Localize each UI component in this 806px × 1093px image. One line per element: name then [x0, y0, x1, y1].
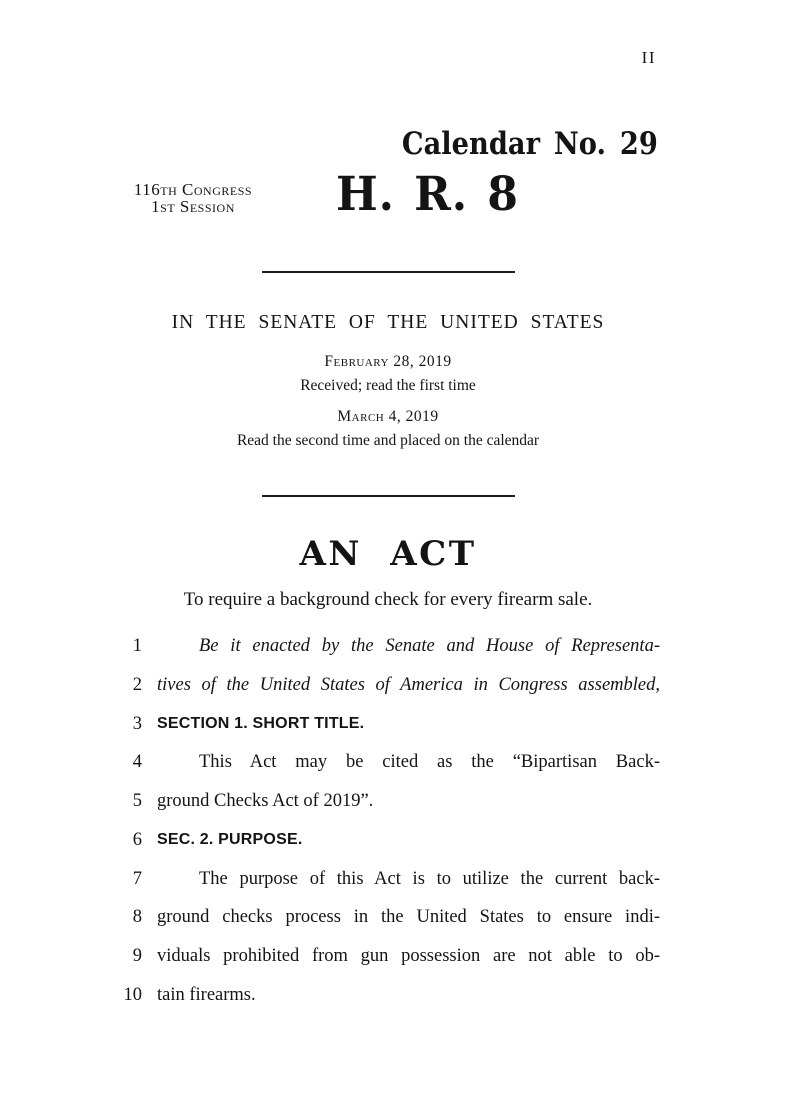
congress-line: 116th Congress — [133, 180, 253, 199]
divider-rule-top — [262, 271, 515, 273]
bill-line — [118, 627, 660, 666]
line-number: 2 — [132, 674, 142, 695]
line-text: viduals prohibited from gun possession are not able to ob- — [157, 946, 660, 966]
line-text: SECTION 1. SHORT TITLE. — [157, 714, 365, 732]
line-number: 1 — [132, 636, 142, 656]
divider-rule-bottom — [262, 495, 515, 497]
bill-line — [118, 782, 660, 821]
calendar-number: Calendar No. 29 — [402, 126, 658, 162]
action-date-1: February 28, 2019 — [324, 353, 452, 370]
action-date-2: March 4, 2019 — [337, 408, 439, 425]
bill-line — [118, 898, 660, 937]
line-text: The purpose of this Act is to utilize the current back- — [199, 868, 660, 889]
line-text: tives of the United States of America in Congress assembled, — [157, 674, 660, 695]
line-text: ground Checks Act of 2019”. — [157, 791, 374, 811]
long-title: To require a background check for every firearm sale. — [183, 589, 593, 610]
act-heading: AN ACT — [299, 534, 477, 574]
session-line: 1st Session — [151, 197, 235, 216]
line-number: 7 — [132, 868, 142, 889]
bill-line — [118, 666, 660, 705]
bill-number: H. R. 8 — [336, 167, 519, 222]
line-number: 10 — [123, 984, 142, 1005]
line-number: 8 — [132, 907, 142, 928]
line-text: This Act may be cited as the “Bipartisan Back- — [199, 752, 660, 773]
line-number: 3 — [132, 713, 142, 734]
line-number: 4 — [132, 752, 142, 773]
line-number: 6 — [132, 829, 142, 850]
bill-line — [118, 821, 660, 860]
congress-session-block — [116, 181, 270, 215]
line-text: Be it enacted by the Senate and House of Representa- — [199, 636, 660, 656]
chamber-heading: IN THE SENATE OF THE UNITED STATES — [171, 312, 605, 333]
line-number: 9 — [132, 946, 142, 966]
page-marker: II — [641, 48, 656, 67]
line-text: ground checks process in the United States to ensure indi- — [157, 907, 660, 928]
action-description-2: Read the second time and placed on the calendar — [236, 432, 540, 449]
bill-line — [118, 860, 660, 899]
line-number: 5 — [132, 791, 142, 811]
bill-line — [118, 976, 660, 1015]
bill-line — [118, 937, 660, 976]
bill-line — [118, 743, 660, 782]
bill-body — [118, 627, 660, 1015]
action-description-1: Received; read the first time — [300, 377, 476, 394]
line-text: tain firearms. — [157, 984, 256, 1005]
line-text: SEC. 2. PURPOSE. — [157, 830, 303, 848]
bill-line — [118, 705, 660, 744]
